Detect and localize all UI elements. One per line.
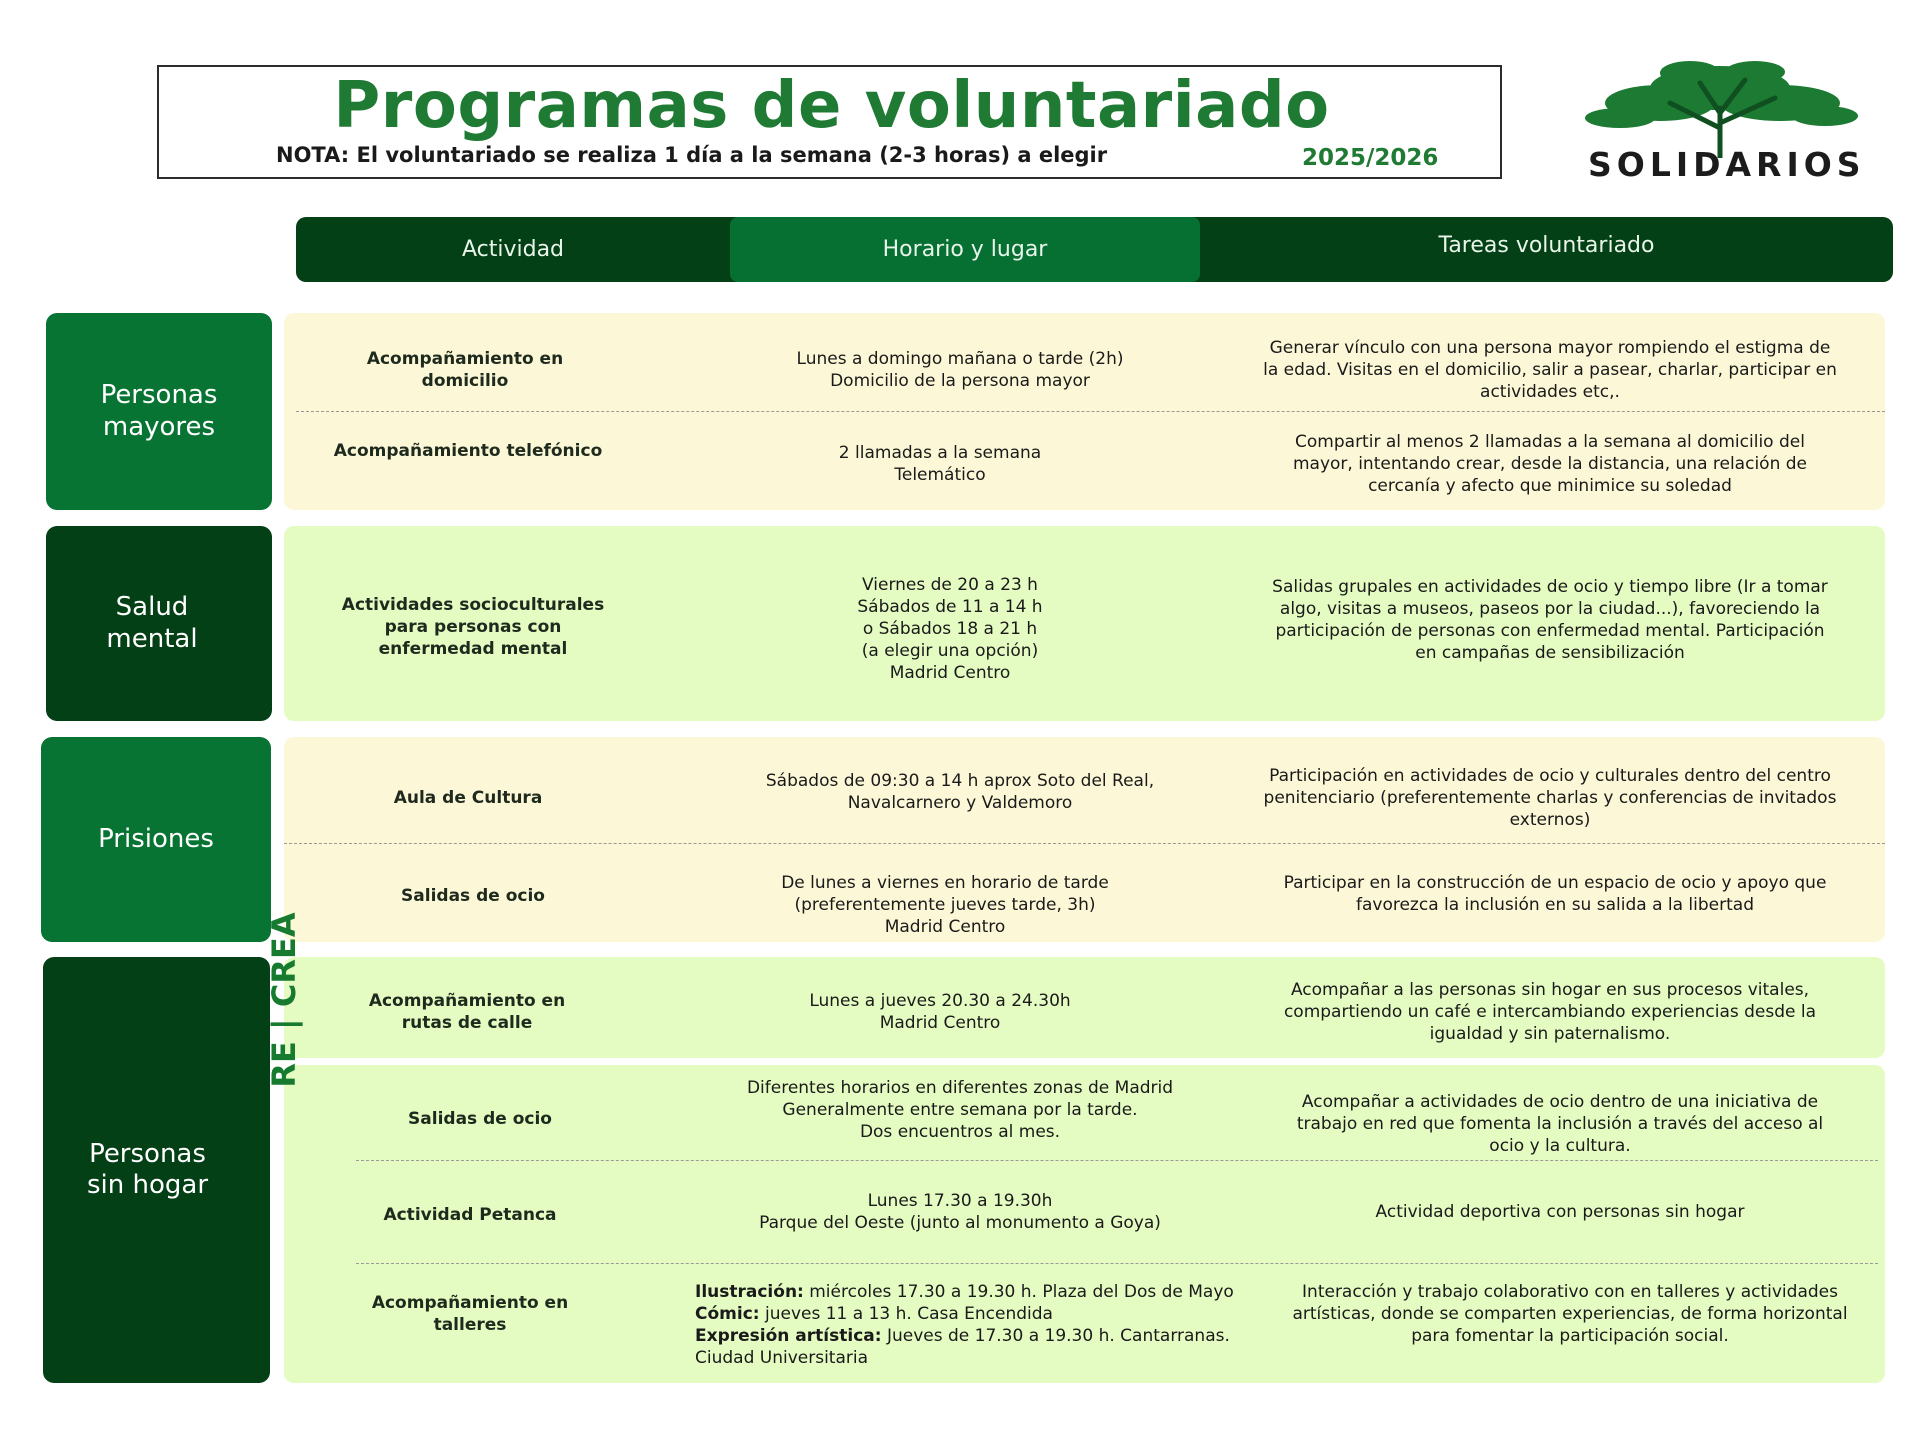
tasks-line: actividades etc,. xyxy=(1480,382,1620,402)
activity-line: Aula de Cultura xyxy=(393,788,543,808)
category-label-line: Personas xyxy=(100,380,218,411)
tasks-cell xyxy=(1200,576,1900,664)
recrea-label: RE | CREA xyxy=(265,912,303,1088)
tasks-cell xyxy=(1200,765,1900,831)
tasks-cell xyxy=(1240,1091,1880,1157)
schedule-line: Dos encuentros al mes. xyxy=(859,1122,1061,1142)
tasks-line: compartiendo un café e intercambiando experiencias desde la xyxy=(1283,1002,1817,1022)
activity-line: enfermedad mental xyxy=(378,639,568,659)
activity-line: para personas con xyxy=(384,617,562,637)
activity-cell xyxy=(350,1204,590,1226)
tasks-line: externos) xyxy=(1509,810,1591,830)
activity-cell xyxy=(300,594,646,660)
activity-cell xyxy=(300,990,634,1034)
category-label-line: mental xyxy=(106,623,198,654)
schedule-cell xyxy=(720,442,1160,486)
tasks-line: en campañas de sensibilización xyxy=(1415,643,1685,663)
schedule-cell xyxy=(740,574,1160,684)
schedule-line: Lunes a jueves 20.30 a 24.30h xyxy=(809,991,1071,1011)
schedule-line: Madrid Centro xyxy=(879,1013,1001,1033)
tasks-line: Participar en la construcción de un espacio de ocio y apoyo que xyxy=(1283,873,1827,893)
category-label-line: Salud xyxy=(115,592,189,623)
schedule-line xyxy=(695,1325,1235,1347)
tasks-line: igualdad y sin paternalismo. xyxy=(1429,1024,1671,1044)
schedule-line xyxy=(695,1303,1235,1325)
schedule-line: Parque del Oeste (junto al monumento a Goya) xyxy=(759,1213,1161,1233)
note-text: NOTA: El voluntariado se realiza 1 día a la semana (2-3 horas) a elegir xyxy=(276,143,1108,167)
schedule-line: Viernes de 20 a 23 h xyxy=(862,575,1038,595)
tasks-line: artísticas, donde se comparten experiencias, de forma horizontal xyxy=(1292,1304,1848,1324)
schedule-text: Ciudad Universitaria xyxy=(695,1348,869,1368)
tasks-cell xyxy=(1200,872,1910,916)
category-label-line: Prisiones xyxy=(98,823,214,854)
tasks-line: mayor, intentando crear, desde la distancia, una relación de xyxy=(1292,454,1808,474)
schedule-cell xyxy=(700,1190,1220,1234)
tasks-line: para fomentar la participación social. xyxy=(1411,1326,1729,1346)
activity-cell xyxy=(300,440,636,462)
tasks-line: Generar vínculo con una persona mayor rompiendo el estigma de xyxy=(1269,338,1831,358)
tasks-line: Acompañar a las personas sin hogar en sus procesos vitales, xyxy=(1290,980,1810,1000)
activity-line: Actividad Petanca xyxy=(383,1205,557,1225)
tasks-line: algo, visitas a museos, paseos por la ciudad...), favoreciendo la xyxy=(1279,599,1821,619)
schedule-line: (preferentemente jueves tarde, 3h) xyxy=(794,895,1096,915)
category-prisiones xyxy=(41,737,271,942)
schedule-line: Domicilio de la persona mayor xyxy=(830,371,1090,391)
activity-cell xyxy=(300,885,646,907)
year-label: 2025/2026 xyxy=(1302,145,1439,171)
schedule-line: Diferentes horarios en diferentes zonas de Madrid xyxy=(746,1078,1174,1098)
row-divider xyxy=(284,843,1885,844)
schedule-line: o Sábados 18 a 21 h xyxy=(862,619,1038,639)
schedule-text: Jueves de 17.30 a 19.30 h. Cantarranas. xyxy=(881,1326,1230,1346)
schedule-text: jueves 11 a 13 h. Casa Encendida xyxy=(759,1304,1053,1324)
schedule-line: Madrid Centro xyxy=(884,917,1006,937)
row-divider xyxy=(356,1160,1878,1161)
category-label-line: sin hogar xyxy=(86,1170,209,1200)
activity-line: talleres xyxy=(433,1315,507,1335)
schedule-line: Sábados de 09:30 a 14 h aprox Soto del Real, xyxy=(765,771,1155,791)
tasks-line: favorezca la inclusión en su salida a la libertad xyxy=(1355,895,1754,915)
tasks-line: Interacción y trabajo colaborativo con en talleres y actividades xyxy=(1302,1282,1838,1302)
schedule-line: De lunes a viernes en horario de tarde xyxy=(781,873,1109,893)
activity-cell xyxy=(360,1108,600,1130)
tasks-line: Actividad deportiva con personas sin hogar xyxy=(1375,1202,1745,1222)
activity-cell xyxy=(350,1292,590,1336)
activity-cell xyxy=(300,787,636,809)
schedule-line: Telemático xyxy=(894,465,986,485)
tasks-line: penitenciario (preferentemente charlas y conferencias de invitados xyxy=(1263,788,1837,808)
activity-line: Acompañamiento en xyxy=(368,991,566,1011)
tasks-line: la edad. Visitas en el domicilio, salir a pasear, charlar, participar en xyxy=(1263,360,1837,380)
column-header-actividad: Actividad xyxy=(461,237,565,262)
category-personas-mayores xyxy=(46,313,272,510)
tasks-cell xyxy=(1200,979,1900,1045)
tasks-line: trabajo en red que fomenta la inclusión a través del acceso al xyxy=(1296,1114,1824,1134)
schedule-text: miércoles 17.30 a 19.30 h. Plaza del Dos de Mayo xyxy=(803,1282,1234,1302)
category-salud-mental xyxy=(46,526,272,721)
tasks-line: participación de personas con enfermedad mental. Participación xyxy=(1275,621,1825,641)
column-header-horario: Horario y lugar xyxy=(882,237,1048,262)
schedule-cell xyxy=(730,348,1190,392)
schedule-line: 2 llamadas a la semana xyxy=(838,443,1042,463)
activity-line: Acompañamiento en xyxy=(366,349,564,369)
title-box xyxy=(157,65,1502,179)
schedule-label: Expresión artística: xyxy=(695,1326,882,1346)
schedule-line: Lunes 17.30 a 19.30h xyxy=(867,1191,1053,1211)
activity-line: Actividades socioculturales xyxy=(341,595,605,615)
schedule-line: Lunes a domingo mañana o tarde (2h) xyxy=(796,349,1124,369)
schedule-line: Navalcarnero y Valdemoro xyxy=(847,793,1073,813)
category-label-line: Personas xyxy=(89,1138,206,1169)
schedule-cell xyxy=(700,1077,1220,1143)
schedule-label: Ilustración: xyxy=(695,1282,804,1302)
schedule-label: Cómic: xyxy=(695,1304,760,1324)
tasks-line: Compartir al menos 2 llamadas a la semana al domicilio del xyxy=(1295,432,1805,452)
row-divider xyxy=(296,411,1885,412)
category-label-line: mayores xyxy=(102,411,216,442)
tasks-cell xyxy=(1200,337,1900,403)
page-title: Programas de voluntariado xyxy=(333,69,1330,143)
tasks-line: Participación en actividades de ocio y culturales dentro del centro xyxy=(1269,766,1831,786)
schedule-line: Generalmente entre semana por la tarde. xyxy=(782,1100,1138,1120)
tasks-line: Salidas grupales en actividades de ocio y tiempo libre (Ir a tomar xyxy=(1272,577,1828,597)
activity-line: rutas de calle xyxy=(401,1013,533,1033)
activity-line: Salidas de ocio xyxy=(401,886,545,906)
schedule-line: Sábados de 11 a 14 h xyxy=(857,597,1043,617)
schedule-cell xyxy=(730,872,1160,938)
tasks-cell xyxy=(1200,431,1900,497)
activity-cell xyxy=(300,348,630,392)
schedule-line: Madrid Centro xyxy=(889,663,1011,683)
activity-line: Acompañamiento en xyxy=(371,1293,569,1313)
activity-line: Acompañamiento telefónico xyxy=(333,441,603,461)
column-header-tareas: Tareas voluntariado xyxy=(1438,233,1655,258)
schedule-line: (a elegir una opción) xyxy=(861,641,1039,661)
tasks-cell xyxy=(1240,1281,1900,1347)
row-divider xyxy=(356,1263,1878,1264)
schedule-cell xyxy=(695,1281,1235,1369)
logo-text: SOLIDARIOS xyxy=(1588,145,1866,184)
tree-logo-icon xyxy=(1580,58,1860,158)
schedule-line xyxy=(695,1347,1235,1369)
tasks-line: Acompañar a actividades de ocio dentro de una iniciativa de xyxy=(1301,1092,1819,1112)
category-personas-sin-hogar xyxy=(43,957,270,1383)
tasks-cell xyxy=(1240,1201,1880,1223)
activity-line: Salidas de ocio xyxy=(408,1109,552,1129)
tasks-line: ocio y la cultura. xyxy=(1489,1136,1631,1156)
activity-line: domicilio xyxy=(421,371,509,391)
tasks-line: cercanía y afecto que minimice su soledad xyxy=(1368,476,1732,496)
schedule-cell xyxy=(730,990,1150,1034)
schedule-line xyxy=(695,1281,1235,1303)
schedule-cell xyxy=(720,770,1200,814)
